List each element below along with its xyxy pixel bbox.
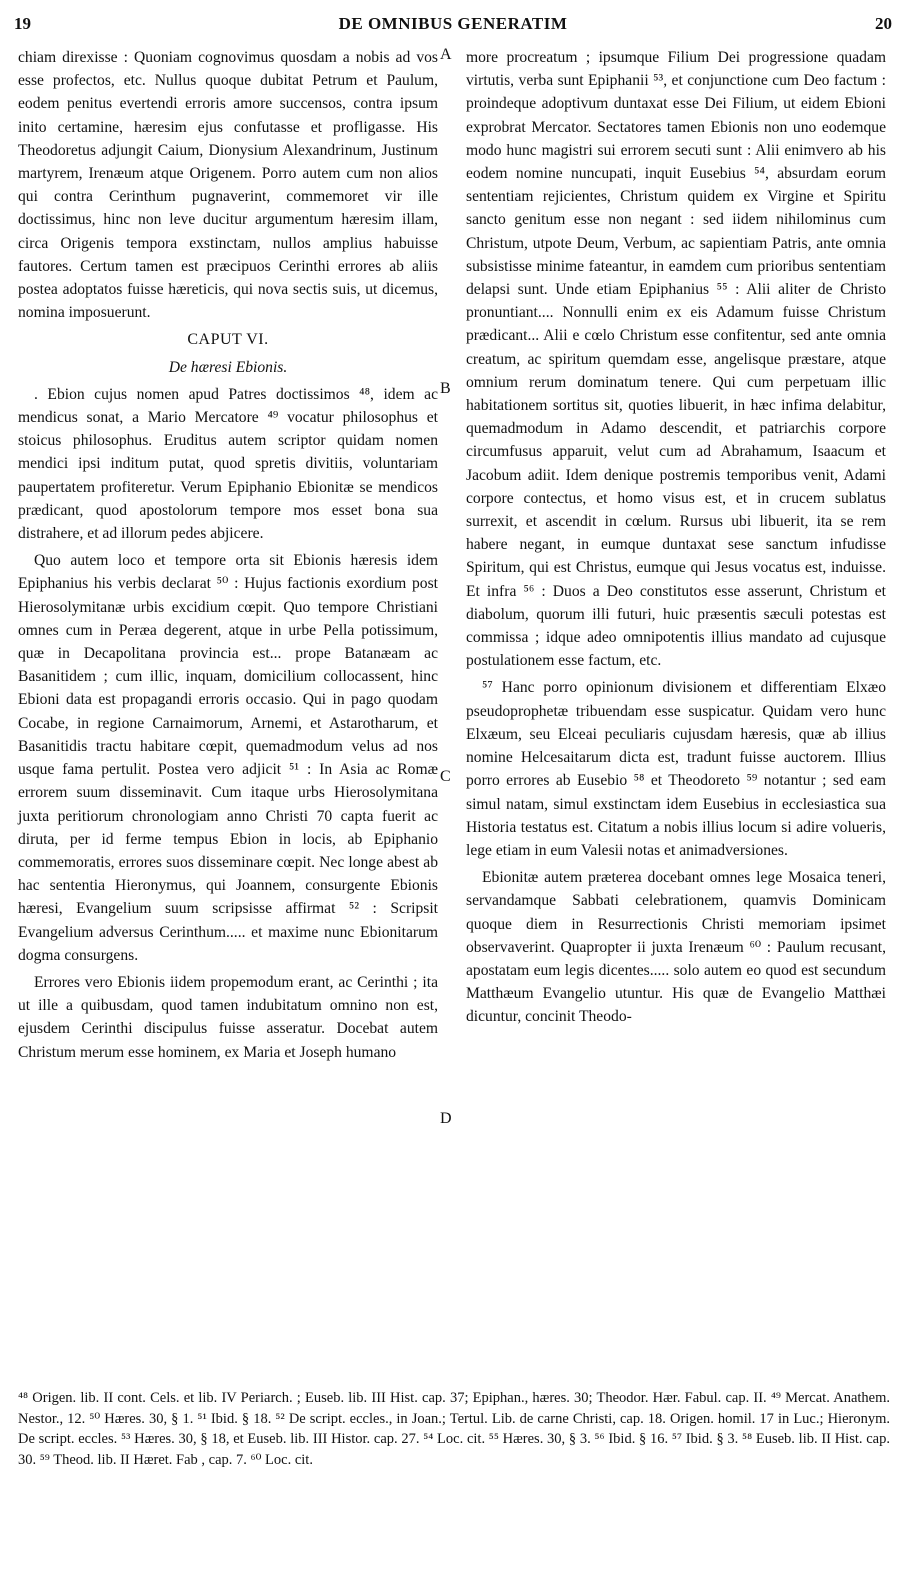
right-paragraph-1: more procreatum ; ipsumque Filium Dei progressione quadam virtutis, verba sunt Epiphanii ⁵³, et conjunctione cum Deo factum : proindeque adoptivum duntaxat esse Dei Filium, ut eidem Ebioni exprobrat Mercator. Sectatores tamen Ebionis non uno eodemque modo hunc magistri sui errorem secuti sunt : Alii enimvero ab his eodem nomine nuncupati, inquit Eusebius ⁵⁴, absurdam eorum sententiam rejicientes, Christum quidem ex Virgine et Spiritu sancto genitum esse non negant : sed iidem nihilominus cum Christum, utpote Deum, Verbum, ac sapientiam Patris, ante omnia subsistisse minime fateantur, in eamdem cum prioribus sententiam delapsi sunt. Unde etiam Epiphanius ⁵⁵ : Alii aliter de Christo pronuntiant.... Nonnulli enim ex eis Adamum fuisse Christum prædicant... Alii e cœlo Christum esse confitentur, sed ante omnia creatum, ac spiritum quemdam esse, angelisque præstare, atque omnium rerum dominatum tenere. Qui cum perpetuam illic habitationem sortitus sit, quoties libuerit, in hæc infima delabitur, quemadmodum in Adamo descendit, et patriarchis corpore circumfusus apparuit, velut cum ad Abrahamum, Isaacum et Jacobum adiit. Idem denique postremis temporibus venit, Adami corpore contectus, et homo visus est, et in crucem sublatus surrexit, et ascendit in cœlum. Rursus ubi libuerit, ita se rem habere negant, in eumque duntaxat sese sanctum infudisse Spiritum, qui est Christus, eumque qui Jesus vocatus est, induisse. Et infra ⁵⁶ : Duos a Deo constitutos esse asserunt, Christum et diabolum, quorum illi futuri, huic præsentis sæculi potestas est commissa ; idque adeo omnipotentis illius mandato ad cujusque postulationem esse factum, etc. — [466, 49, 886, 670]
right-column — [466, 46, 886, 1029]
chapter-subtitle: De hæresi Ebionis. — [168, 358, 288, 376]
margin-letter-a: A — [440, 46, 452, 63]
left-paragraph-3: Quo autem loco et tempore orta sit Ebionis hæresis idem Epiphanius his verbis declarat ⁵⁰ : Hujus factionis exordium post Hierosolymitanæ urbis excidium cœpit. Quo tempore Christiani omnes cum in Peræa degerent, atque in urbe Pella potissimum, quæ in Decapolitana provincia est... prope Batanæam ac Basanitidem ; cum illic, inquam, domicilium collocassent, hinc Ebioni data est propagandi erroris occasio. Qui in pago quodam Cocabe, in regione Carnaimorum, Arnemi, et Astarotharum, et Basanitidis tractu habitare cœpit, quemadmodum velus ad nos usque fama pertulit. Postea vero adjicit ⁵¹ : In Asia ac Romæ errorem suum disseminavit. Cum itaque urbs Hierosolymitana juxta peritiorum chronologiam anno Christi 70 capta fuerit ac diruta, per id ferme tempus Ebion in locis, ab Epiphanio commemoratis, errores suos disseminare cœpit. Nec longe abest ab hac sententia Hieronymus, qui Joannem, consurgente Ebionis hæresi, Evangelium suum scripsisse affirmat ⁵² : Scripsit Evangelium adversus Cerinthum..... et maxime nunc Ebionitarum dogma consurgens. — [18, 552, 438, 964]
left-paragraph-4: Errores vero Ebionis iidem propemodum erant, ac Cerinthi ; ita ut ille a quibusdam, quod tamen indubitatum omnino non est, ejusdem Cerinthi discipulus fuisse asseratur. Docebat autem Christum merum esse hominem, ex Maria et Joseph humano — [18, 973, 438, 1061]
left-paragraph-2: . Ebion cujus nomen apud Patres doctissimos ⁴⁸, idem ac mendicus sonat, a Mario Mercatore ⁴⁹ vocatur philosophus et stoicus philosophus. Eruditus autem scriptor quidam nomen mendici ipsi inditum putat, quod spretis divitiis, voluntariam paupertatem profiteretur. Verum Epiphanio Ebionitæ se mendicos prædicant, quod apostolorum tempore mos esset bona sua distrahere, et ad illorum pedes abjicere. — [18, 385, 438, 543]
left-column — [18, 46, 438, 1064]
running-title: DE OMNIBUS GENERATIM — [338, 14, 568, 33]
page-number-left: 19 — [14, 14, 31, 33]
footnotes-text: ⁴⁸ Origen. lib. II cont. Cels. et lib. IV Periarch. ; Euseb. lib. III Hist. cap. 37; Epiphan., hæres. 30; Theodor. Hær. Fabul. cap. II. ⁴⁹ Mercat. Anathem. Nestor., 12. ⁵⁰ Hæres. 30, § 1. ⁵¹ Ibid. § 18. ⁵² De script. eccles., in Joan.; Tertul. Lib. de carne Christi, cap. 18. Origen. homil. 17 in Luc.; Hieronym. De script. eccles. ⁵³ Hæres. 30, § 18, et Euseb. lib. III Histor. cap. 27. ⁵⁴ Loc. cit. ⁵⁵ Hæres. 30, § 3. ⁵⁶ Ibid. § 16. ⁵⁷ Ibid. § 3. ⁵⁸ Euseb. lib. II Hist. cap. 30. ⁵⁹ Theod. lib. II Hæret. Fab , cap. 7. ⁶⁰ Loc. cit. — [18, 1390, 890, 1468]
margin-letter-d: D — [440, 1110, 452, 1127]
margin-letter-c: C — [440, 768, 451, 785]
right-paragraph-2: ⁵⁷ Hanc porro opinionum divisionem et differentiam Elxæo pseudoprophetæ tribuendam esse suspicatur. Quidam vero hunc Elxæum, seu Elceai peculiaris cujusdam hæresis, quæ ab illius nomine Helcesaitarum dicta est, tradunt fuisse auctorem. Illius porro errores ab Eusebio ⁵⁸ et Theodoreto ⁵⁹ notantur ; sed eam simul natam, simul exstinctam idem Eusebius in ecclesiastica sua Historia testatus est. Citatum a nobis illius locum si adire volueris, lege etiam in eum Valesii notas et animadversiones. — [466, 679, 886, 859]
left-paragraph-1: chiam direxisse : Quoniam cognovimus quosdam a nobis ad vos esse profectos, etc. Nullus quoque dubitat Petrum et Paulum, eodem penitus evertendi erroris amore succensos, contra ipsum inito certamine, hæresim ejus confutasse et profligasse. His Theodoretus adjungit Caium, Dionysium Alexandrinum, Justinum martyrem, Irenæum atque Origenem. Porro autem cum non alios qui contra Cerinthum pugnaverint, commemoret vir ille doctissimus, hinc non leve ducitur argumentum hæresim illam, circa Origenis tempora exstinctam, nullos amplius habuisse fautores. Certum tamen est præcipuos Cerinthi errores ab aliis postea adoptatos fuisse hæreticis, qui nova sectis suis, ut dicemus, nomina imposuerunt. — [18, 49, 438, 322]
right-paragraph-3: Ebionitæ autem præterea docebant omnes lege Mosaica teneri, servandamque Sabbati celebrationem, quamvis Dominicam quoque diem in Resurrectionis Christi memoriam ipsimet observaverint. Quapropter ii juxta Irenæum ⁶⁰ : Paulum recusant, apostatam eum legis dicentes..... solo autem eo quod est secundum Matthæum Evangelio utuntur. His quæ de Evangelio Matthæi dicuntur, concinit Theodo- — [466, 869, 886, 1026]
page-number-right: 20 — [875, 14, 892, 33]
footnotes — [18, 1388, 890, 1470]
chapter-heading: CAPUT VI. — [187, 331, 269, 349]
margin-letter-b: B — [440, 380, 451, 397]
running-header — [14, 14, 892, 40]
